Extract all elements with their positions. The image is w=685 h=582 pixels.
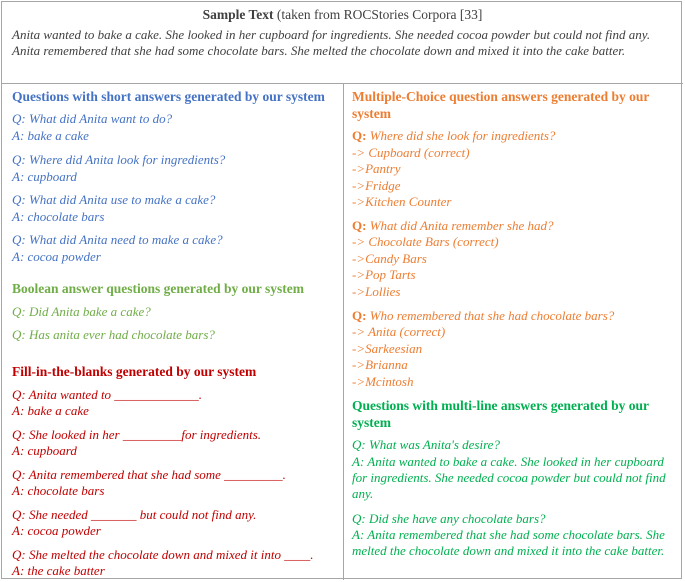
short-answer-title: Questions with short answers generated by our system bbox=[12, 89, 325, 104]
short-answer-question: Q: Where did Anita look for ingredients? bbox=[12, 152, 226, 167]
mc-option: ->Pantry bbox=[352, 161, 401, 176]
fill-blank-answer: A: bake a cake bbox=[12, 403, 89, 418]
sample-text: Anita wanted to bake a cake. She looked in her cupboard for ingredients. She needed cocoa powder but could not find any. Anita remembered that she had some chocolate bars. She melted the chocolate down and mixed it into the cake batter. bbox=[12, 27, 651, 58]
mc-option: ->Brianna bbox=[352, 357, 408, 372]
mc-option: ->Kitchen Counter bbox=[352, 194, 452, 209]
multi-line-title: Questions with multi-line answers generated by our system bbox=[352, 398, 649, 430]
figure-frame bbox=[1, 1, 682, 579]
fill-blank-question: Q: Anita remembered that she had some _________. bbox=[12, 467, 286, 482]
boolean-question: Q: Has anita ever had chocolate bars? bbox=[12, 327, 215, 342]
mc-question-prefix: Q: bbox=[352, 128, 367, 143]
mc-option: ->Lollies bbox=[352, 284, 401, 299]
multi-line-question: Q: What was Anita's desire? bbox=[352, 437, 500, 452]
mc-question-text: Where did she look for ingredients? bbox=[366, 128, 556, 143]
short-answer-question: Q: What did Anita want to do? bbox=[12, 111, 173, 126]
fill-blank-question: Q: She melted the chocolate down and mixed it into ____. bbox=[12, 547, 314, 562]
short-answer-answer: A: chocolate bars bbox=[12, 209, 105, 224]
sample-text-header bbox=[2, 2, 683, 84]
mc-option: ->Pop Tarts bbox=[352, 267, 416, 282]
mc-question bbox=[352, 128, 555, 144]
header-title-source: (taken from ROCStories Corpora [33] bbox=[273, 7, 483, 22]
short-answer-answer: A: cocoa powder bbox=[12, 249, 101, 264]
mc-question-prefix: Q: bbox=[352, 218, 367, 233]
multiple-choice-title: Multiple-Choice question answers generated by our system bbox=[352, 89, 650, 121]
fill-blanks-title: Fill-in-the-blanks generated by our system bbox=[12, 364, 257, 379]
short-answer-answer: A: bake a cake bbox=[12, 128, 89, 143]
mc-option: -> Cupboard (correct) bbox=[352, 145, 470, 160]
fill-blank-answer: A: cupboard bbox=[12, 443, 77, 458]
mc-question-text: What did Anita remember she had? bbox=[366, 218, 554, 233]
boolean-title: Boolean answer questions generated by our system bbox=[12, 281, 305, 296]
boolean-question: Q: Did Anita bake a cake? bbox=[12, 304, 151, 319]
column-divider bbox=[343, 84, 344, 580]
short-answer-question: Q: What did Anita need to make a cake? bbox=[12, 232, 223, 247]
mc-option: -> Anita (correct) bbox=[352, 324, 446, 339]
fill-blank-answer: A: the cake batter bbox=[12, 563, 105, 578]
fill-blank-answer: A: cocoa powder bbox=[12, 523, 101, 538]
short-answer-question: Q: What did Anita use to make a cake? bbox=[12, 192, 216, 207]
fill-blank-question: Q: She needed _______ but could not find any. bbox=[12, 507, 257, 522]
header-title bbox=[2, 6, 683, 24]
mc-question-text: Who remembered that she had chocolate bars? bbox=[366, 308, 615, 323]
mc-option: ->Candy Bars bbox=[352, 251, 427, 266]
multi-line-answer: A: Anita wanted to bake a cake. She looked in her cupboard for ingredients. She needed cocoa powder but could not find any. bbox=[352, 454, 666, 501]
fill-blank-question: Q: Anita wanted to _____________. bbox=[12, 387, 203, 402]
fill-blank-answer: A: chocolate bars bbox=[12, 483, 105, 498]
multi-line-answer: A: Anita remembered that she had some chocolate bars. She melted the chocolate down and mixed it into the cake batter. bbox=[352, 527, 665, 558]
fill-blank-question: Q: She looked in her _________for ingredients. bbox=[12, 427, 262, 442]
header-title-bold: Sample Text bbox=[202, 7, 274, 22]
multi-line-question: Q: Did she have any chocolate bars? bbox=[352, 511, 546, 526]
mc-question bbox=[352, 218, 554, 234]
mc-option: -> Chocolate Bars (correct) bbox=[352, 234, 499, 249]
mc-question-prefix: Q: bbox=[352, 308, 367, 323]
mc-option: ->Mcintosh bbox=[352, 374, 414, 389]
mc-option: ->Fridge bbox=[352, 178, 401, 193]
mc-question bbox=[352, 308, 614, 324]
short-answer-answer: A: cupboard bbox=[12, 169, 77, 184]
mc-option: ->Sarkeesian bbox=[352, 341, 423, 356]
